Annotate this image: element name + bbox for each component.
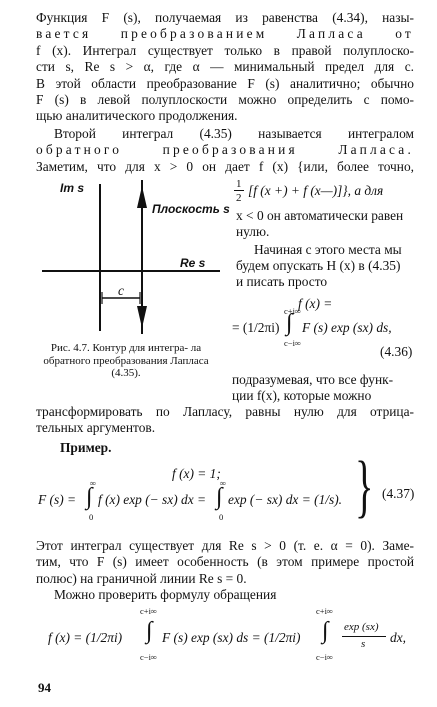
text-line: В этой области преобразование F (s) аналитично; обычно — [36, 75, 414, 91]
integral-sign: ∫ — [86, 484, 93, 510]
example-integral-2: exp (− sx) dx = (1/s). — [228, 492, 342, 507]
paragraph-singularity — [36, 538, 414, 604]
example-lower-1: 0 — [89, 512, 94, 522]
contour-arrow-up — [137, 186, 147, 208]
text-line: будем опускать H (x) в (4.35) — [236, 258, 401, 273]
half-den: 2 — [236, 192, 242, 204]
text-line: сти s, Re s > α, где α — минимальный предел для c. — [36, 59, 414, 75]
equation-number-4-36: (4.36) — [380, 344, 413, 359]
final-frac-den: s — [361, 638, 366, 650]
equation-number-4-37: (4.37) — [382, 486, 415, 501]
example-lhs: F (s) = — [38, 492, 77, 507]
formula-4-36-upper: c+i∞ — [284, 306, 301, 316]
final-formula-end: dx, — [390, 630, 406, 645]
text-line: трансформировать по Лапласу, равны нулю для отрица- — [36, 404, 414, 419]
formula-4-36-lhs: f (x) = — [298, 296, 333, 311]
text-line: вается преобразованием Лапласа от — [36, 26, 414, 42]
figure-caption: Рис. 4.7. Контур для интегра- ла обратного преобразования Лапласа (4.35). — [43, 342, 209, 380]
example-upper-2: ∞ — [220, 478, 227, 488]
half-num: 1 — [236, 178, 242, 190]
formula-4-36-lower: c−i∞ — [284, 338, 301, 348]
final-upper-1: c+i∞ — [140, 606, 157, 616]
example-integral-1: f (x) exp (− sx) dx = — [98, 492, 207, 507]
text-line: и писать просто — [236, 274, 328, 289]
real-axis-label: Re s — [180, 256, 206, 270]
text-line: F (s) в левой полуплоскости можно определить с помо- — [36, 92, 414, 108]
text-line: f (x). Интеграл существует только в правой полуплоско- — [36, 42, 414, 58]
half-expression: [f (x +) + f (x—)]}, а для — [248, 183, 384, 198]
final-lower-1: c−i∞ — [140, 652, 157, 662]
text-line: ции f(x), которые можно — [232, 388, 372, 403]
final-lower-2: c−i∞ — [316, 652, 333, 662]
example-line-1: f (x) = 1; — [172, 466, 221, 481]
text-line: полюс) на граничной линии Re s = 0. — [36, 570, 247, 586]
integral-sign: ∫ — [286, 310, 293, 336]
text-line: тельных аргументов. — [36, 420, 156, 436]
text-line: щью аналитического продолжения. — [36, 108, 238, 124]
text-line: Можно проверить формулу обращения — [54, 587, 277, 603]
text-line: Второй интеграл (4.35) называется интегралом — [54, 126, 414, 141]
paragraph-inverse-transform — [36, 126, 414, 175]
paragraph-laplace-definition — [36, 10, 414, 125]
text-line: тим, что F (s) имеет особенность (в этом примере простой — [36, 554, 414, 570]
example-upper-1: ∞ — [90, 478, 97, 488]
c-label: c — [118, 283, 124, 298]
integral-sign: ∫ — [322, 618, 329, 644]
half-bar — [234, 190, 244, 191]
final-upper-2: c+i∞ — [316, 606, 333, 616]
right-brace: } — [355, 448, 374, 525]
integral-sign: ∫ — [146, 618, 153, 644]
formula-4-36-rhs: = (1/2πi) — [232, 320, 280, 335]
final-formula-middle: F (s) exp (sx) ds = (1/2πi) — [162, 630, 301, 645]
plane-label: Плоскость s — [152, 202, 230, 216]
text-line: обратного преобразования Лапласа. — [36, 142, 414, 158]
text-line: подразумевая, что все функ- — [232, 372, 394, 387]
example-lower-2: 0 — [219, 512, 224, 522]
paragraph-transformable — [36, 404, 414, 437]
final-frac-num: exp (sx) — [344, 621, 379, 633]
text-line: x < 0 он автоматически равен — [236, 208, 404, 223]
final-frac-bar — [342, 636, 386, 637]
example-heading: Пример. — [60, 440, 112, 455]
text-line: нулю. — [236, 224, 270, 239]
formula-4-36-integrand: F (s) exp (sx) ds, — [302, 320, 392, 335]
text-line: Начиная с этого места мы — [254, 242, 402, 257]
text-line: Этот интеграл существует для Re s > 0 (т. е. α = 0). Заме- — [36, 538, 414, 553]
imag-axis-label: Im s — [60, 181, 85, 195]
integral-sign: ∫ — [216, 484, 223, 510]
text-line: Функция F (s), получаемая из равенства (4.34), назы- — [36, 10, 414, 25]
final-formula-lhs: f (x) = (1/2πi) — [48, 630, 123, 645]
text-line: Заметим, что для x > 0 он дает f (x) {или, более точно, — [36, 158, 414, 174]
contour-arrow-down — [137, 306, 147, 328]
page-number: 94 — [38, 680, 51, 695]
